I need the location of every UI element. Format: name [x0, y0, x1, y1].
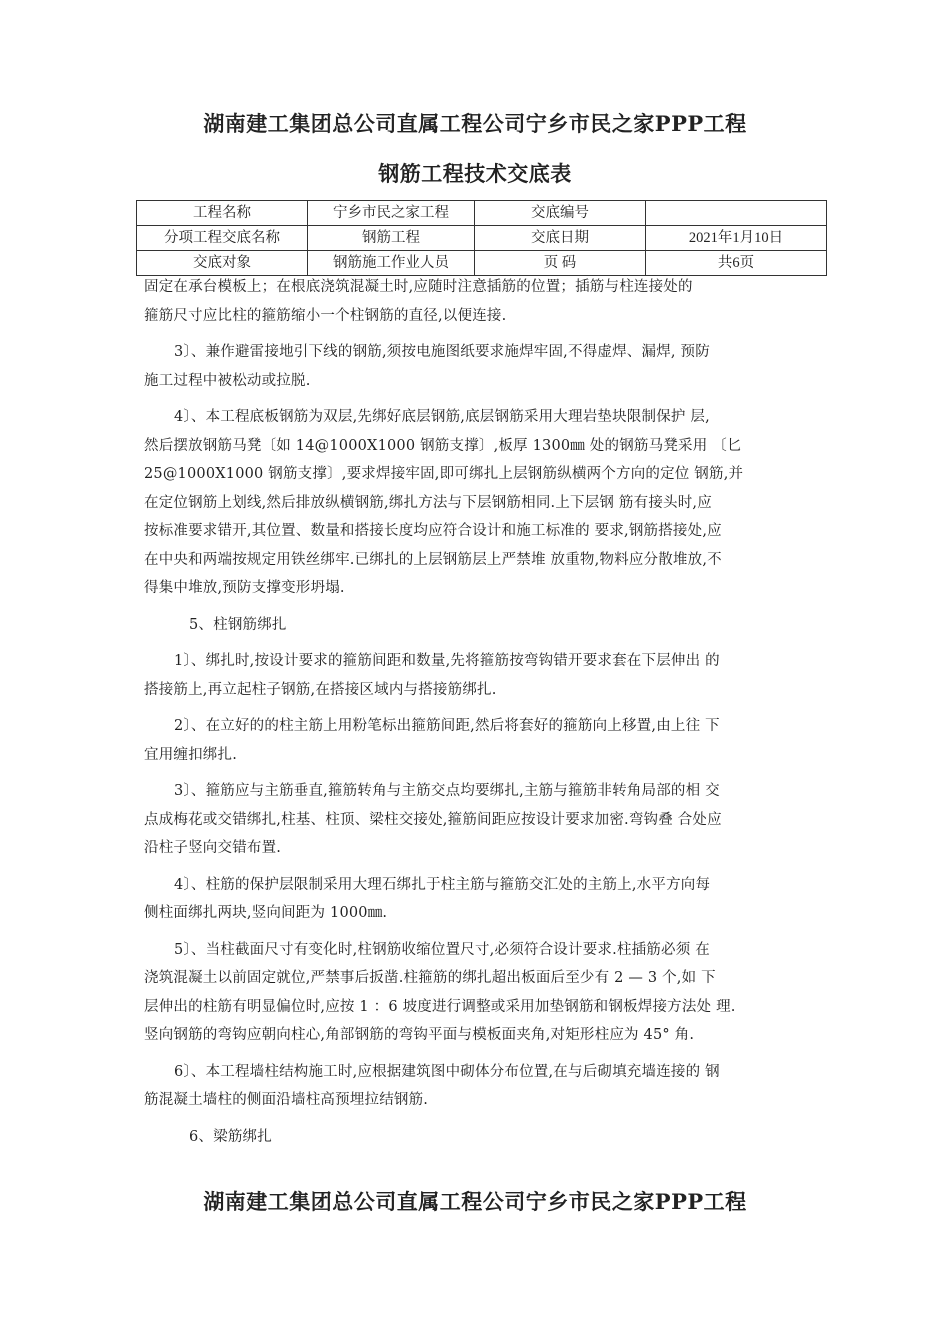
text-line: 按标准要求错开,其位置、数量和搭接长度均应符合设计和施工标准的 要求,钢筋搭接处,应: [144, 523, 722, 539]
table-row: [137, 226, 827, 251]
info-table: [136, 200, 827, 276]
document-body: [144, 273, 828, 1151]
table-cell: 交底对象: [137, 251, 308, 276]
table-row: [137, 251, 827, 276]
text-line: 6〕、本工程墙柱结构施工时,应根据建筑图中砌体分布位置,在与后砌填充墙连接的 钢: [174, 1063, 720, 1080]
text-line: 在定位钢筋上划线,然后排放纵横钢筋,绑扎方法与下层钢筋相同.上下层钢 筋有接头时,应: [144, 494, 712, 511]
text-line: 3〕、箍筋应与主筋垂直,箍筋转角与主筋交点均要绑扎,主筋与箍筋非转角局部的相 交: [174, 783, 720, 799]
text-line: 箍筋尺寸应比柱的箍筋缩小一个柱钢筋的直径,以便连接.: [144, 307, 507, 324]
document-subtitle: 钢筋工程技术交底表: [378, 161, 572, 186]
text-line: 得集中堆放,预防支撑变形坍塌.: [144, 580, 345, 596]
text-line: 层伸出的柱筋有明显偏位时,应按 1 ：6 坡度进行调整或采用加垫钢筋和钢板焊接方法处 理.: [144, 998, 736, 1015]
text-line: 4〕、本工程底板钢筋为双层,先绑好底层钢筋,底层钢筋采用大理岩垫块限制保护 层,: [174, 409, 710, 425]
table-cell: 钢筋施工作业人员: [308, 251, 475, 276]
text-line: 5〕、当柱截面尺寸有变化时,柱钢筋收缩位置尺寸,必须符合设计要求.柱插筋必须 在: [174, 941, 710, 958]
text-line: 1〕、绑扎时,按设计要求的箍筋间距和数量,先将箍筋按弯钩错开要求套在下层伸出 的: [174, 653, 720, 669]
table-row: [137, 201, 827, 226]
text-line: 浇筑混凝土以前固定就位,严禁事后扳凿.柱箍筋的绑扎超出板面后至少有 2 — 3 个,如 下: [144, 970, 716, 986]
text-line: 沿柱子竖向交错布置.: [144, 840, 282, 856]
table-cell: 钢筋工程: [308, 226, 475, 251]
document-title: 湖南建工集团总公司直属工程公司宁乡市民之家PPP工程: [203, 111, 747, 136]
table-cell: 交底编号: [475, 201, 646, 226]
table-cell: 2021年1月10日: [646, 226, 827, 251]
table-cell: 共6页: [646, 251, 827, 276]
table-cell: 宁乡市民之家工程: [308, 201, 475, 226]
text-line: 宜用缠扣绑扎.: [144, 746, 238, 763]
table-cell: 工程名称: [137, 201, 308, 226]
text-line: 固定在承台模板上；在根底浇筑混凝土时,应随时注意插筋的位置；插筋与柱连接处的: [144, 279, 693, 295]
text-line: 4〕、柱筋的保护层限制采用大理石绑扎于柱主筋与箍筋交汇处的主筋上,水平方向每: [174, 876, 711, 893]
text-line: 搭接筋上,再立起柱子钢筋,在搭接区域内与搭接筋绑扎.: [144, 681, 497, 698]
text-line: 2〕、在立好的的柱主筋上用粉笔标出箍筋间距,然后将套好的箍筋向上移置,由上往 下: [174, 718, 720, 734]
text-line: 然后摆放钢筋马凳〔如 14@1000X1000 钢筋支撑〕,板厚 1300㎜ 处的钢筋马凳采用 〔匕: [144, 437, 742, 454]
text-line: 25@1000X1000 钢筋支撑〕,要求焊接牢固,即可绑扎上层钢筋纵横两个方向的定位 钢筋,并: [144, 466, 744, 482]
table-cell: 页 码: [475, 251, 646, 276]
section-heading: 5、柱钢筋绑扎: [189, 616, 287, 633]
section-heading: 6、梁筋绑扎: [189, 1128, 272, 1145]
table-cell: 交底日期: [475, 226, 646, 251]
next-page-title: 湖南建工集团总公司直属工程公司宁乡市民之家PPP工程: [203, 1189, 747, 1214]
text-line: 侧柱面绑扎两块,竖向间距为 1000㎜.: [144, 905, 388, 921]
table-cell: 分项工程交底名称: [137, 226, 308, 251]
text-line: 点成梅花或交错绑扎,柱基、柱顶、梁柱交接处,箍筋间距应按设计要求加密.弯钩叠 合处应: [144, 811, 722, 828]
text-line: 竖向钢筋的弯钩应朝向柱心,角部钢筋的弯钩平面与模板面夹角,对矩形柱应为 45° 角.: [144, 1027, 695, 1043]
text-line: 筋混凝土墙柱的侧面沿墙柱高预埋拉结钢筋.: [144, 1092, 429, 1108]
text-line: 在中央和两端按规定用铁丝绑牢.已绑扎的上层钢筋层上严禁堆 放重物,物料应分散堆放,不: [144, 551, 722, 568]
table-cell: [646, 201, 827, 226]
text-line: 3〕、兼作避雷接地引下线的钢筋,须按电施图纸要求施焊牢固,不得虚焊、漏焊, 预防: [174, 344, 710, 360]
text-line: 施工过程中被松动或拉脱.: [144, 372, 311, 389]
